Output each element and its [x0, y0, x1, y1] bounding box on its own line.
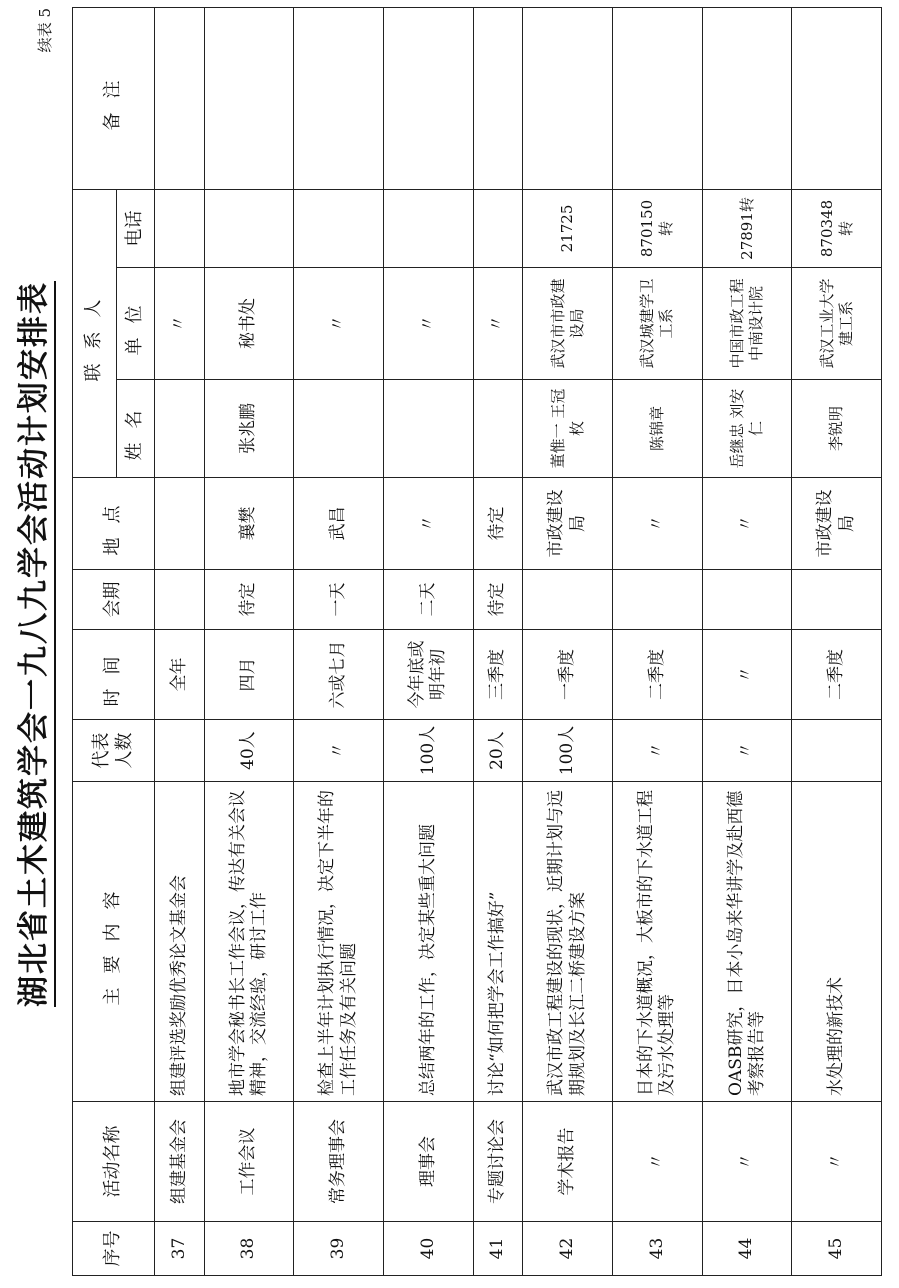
cell-remark	[473, 7, 523, 189]
cell-time: 〃	[702, 630, 792, 720]
cell-contact-name: 岳继忠 刘安仁	[702, 380, 792, 478]
cell-name: 工作会议	[204, 1102, 294, 1222]
cell-people: 40人	[204, 720, 294, 782]
cell-duration: 待定	[473, 570, 523, 630]
cell-name: 〃	[612, 1102, 702, 1222]
cell-remark	[612, 7, 702, 189]
cell-place: 市政建设局	[792, 478, 882, 570]
cell-duration: 待定	[204, 570, 294, 630]
cell-seq: 42	[523, 1222, 613, 1276]
cell-contact-phone: 21725	[523, 189, 613, 267]
cell-contact-unit: 〃	[383, 268, 473, 380]
cell-place: 待定	[473, 478, 523, 570]
header-contact-unit: 单位	[117, 268, 155, 380]
cell-remark	[204, 7, 294, 189]
cell-contact-name	[294, 380, 384, 478]
cell-name: 理事会	[383, 1102, 473, 1222]
header-contact-name: 姓名	[117, 380, 155, 478]
cell-content: 讨论“如何把学会工作搞好”	[473, 782, 523, 1102]
cell-people: 〃	[294, 720, 384, 782]
cell-contact-name: 陈锦章	[612, 380, 702, 478]
header-duration: 会期	[73, 570, 155, 630]
cell-contact-phone	[383, 189, 473, 267]
cell-place: 武昌	[294, 478, 384, 570]
cell-duration	[702, 570, 792, 630]
cell-contact-name	[155, 380, 205, 478]
cell-place: 〃	[702, 478, 792, 570]
cell-name: 〃	[792, 1102, 882, 1222]
cell-contact-unit: 武汉市市政建设局	[523, 268, 613, 380]
cell-contact-phone	[155, 189, 205, 267]
table-row	[473, 7, 523, 1275]
table-row	[523, 7, 613, 1275]
cell-contact-name: 董惟一 王冠枚	[523, 380, 613, 478]
page-title	[8, 0, 53, 1288]
cell-content: 日本的下水道概况，大板市的下水道工程及污水处理等	[612, 782, 702, 1102]
header-seq: 序号	[73, 1222, 155, 1276]
cell-content: 武汉市政工程建设的现状，近期计划与远期规划及长江二桥建设方案	[523, 782, 613, 1102]
cell-remark	[792, 7, 882, 189]
cell-time: 三季度	[473, 630, 523, 720]
cell-contact-unit: 〃	[473, 268, 523, 380]
cell-time: 全年	[155, 630, 205, 720]
cell-seq: 40	[383, 1222, 473, 1276]
cell-contact-unit: 武汉工业大学建工系	[792, 268, 882, 380]
header-time: 时间	[73, 630, 155, 720]
cell-duration	[612, 570, 702, 630]
header-remark: 备注	[73, 7, 155, 189]
cell-contact-name: 李锐明	[792, 380, 882, 478]
cell-contact-name	[473, 380, 523, 478]
cell-duration: 二天	[383, 570, 473, 630]
cell-seq: 39	[294, 1222, 384, 1276]
cell-remark	[523, 7, 613, 189]
table-row	[204, 7, 294, 1275]
cell-content: 总结两年的工作，决定某些重大问题	[383, 782, 473, 1102]
table-row	[792, 7, 882, 1275]
cell-content: 地市学会秘书长工作会议，传达有关会议精神，交流经验，研讨工作	[204, 782, 294, 1102]
header-name: 活动名称	[73, 1102, 155, 1222]
cell-name: 学术报告	[523, 1102, 613, 1222]
cell-time: 二季度	[792, 630, 882, 720]
cell-content: 检查上半年计划执行情况，决定下半年的工作任务及有关问题	[294, 782, 384, 1102]
cell-contact-unit: 秘书处	[204, 268, 294, 380]
cell-duration: 一天	[294, 570, 384, 630]
header-row-1	[73, 7, 117, 1275]
cell-contact-phone: 870348转	[792, 189, 882, 267]
cell-duration	[523, 570, 613, 630]
cell-seq: 41	[473, 1222, 523, 1276]
table-row	[383, 7, 473, 1275]
cell-place: 〃	[383, 478, 473, 570]
table-row	[702, 7, 792, 1275]
cell-name: 常务理事会	[294, 1102, 384, 1222]
cell-remark	[702, 7, 792, 189]
cell-contact-unit: 〃	[155, 268, 205, 380]
cell-place	[155, 478, 205, 570]
cell-time: 一季度	[523, 630, 613, 720]
cell-content: OASB研究，日本小岛来华讲学及赴西德考察报告等	[702, 782, 792, 1102]
cell-remark	[383, 7, 473, 189]
cell-seq: 38	[204, 1222, 294, 1276]
cell-duration	[792, 570, 882, 630]
cell-remark	[155, 7, 205, 189]
cell-time: 二季度	[612, 630, 702, 720]
cell-contact-unit: 武汉城建学卫工系	[612, 268, 702, 380]
cell-contact-unit: 〃	[294, 268, 384, 380]
cell-contact-phone	[294, 189, 384, 267]
cell-name: 专题讨论会	[473, 1102, 523, 1222]
cell-place: 〃	[612, 478, 702, 570]
activity-table	[72, 7, 882, 1276]
continuation-label: 续表 5	[36, 8, 54, 53]
cell-content: 水处理的新技术	[792, 782, 882, 1102]
cell-place: 襄樊	[204, 478, 294, 570]
cell-seq: 45	[792, 1222, 882, 1276]
cell-people: 100人	[523, 720, 613, 782]
title-text: 湖北省土木建筑学会一九八九学会活动计划安排表	[16, 281, 56, 1007]
cell-contact-phone	[473, 189, 523, 267]
cell-people: 100人	[383, 720, 473, 782]
cell-contact-unit: 中国市政工程中南设计院	[702, 268, 792, 380]
cell-people	[792, 720, 882, 782]
cell-remark	[294, 7, 384, 189]
cell-content: 组建评选奖励优秀论文基金会	[155, 782, 205, 1102]
header-content: 主要内容	[73, 782, 155, 1102]
cell-name: 〃	[702, 1102, 792, 1222]
cell-name: 组建基金会	[155, 1102, 205, 1222]
cell-contact-name: 张兆鹏	[204, 380, 294, 478]
table-row	[612, 7, 702, 1275]
cell-seq: 37	[155, 1222, 205, 1276]
cell-duration	[155, 570, 205, 630]
cell-contact-phone: 27891转	[702, 189, 792, 267]
cell-contact-name	[383, 380, 473, 478]
table-row	[155, 7, 205, 1275]
header-contact: 联系人	[73, 189, 117, 477]
cell-seq: 43	[612, 1222, 702, 1276]
table-row	[294, 7, 384, 1275]
cell-people: 20人	[473, 720, 523, 782]
cell-contact-phone	[204, 189, 294, 267]
cell-people	[155, 720, 205, 782]
cell-time: 今年底或明年初	[383, 630, 473, 720]
cell-time: 四月	[204, 630, 294, 720]
header-people: 代表人数	[73, 720, 155, 782]
cell-time: 六或七月	[294, 630, 384, 720]
cell-people: 〃	[702, 720, 792, 782]
cell-people: 〃	[612, 720, 702, 782]
header-place: 地点	[73, 478, 155, 570]
cell-place: 市政建设局	[523, 478, 613, 570]
header-contact-phone: 电话	[117, 189, 155, 267]
cell-seq: 44	[702, 1222, 792, 1276]
cell-contact-phone: 870150转	[612, 189, 702, 267]
